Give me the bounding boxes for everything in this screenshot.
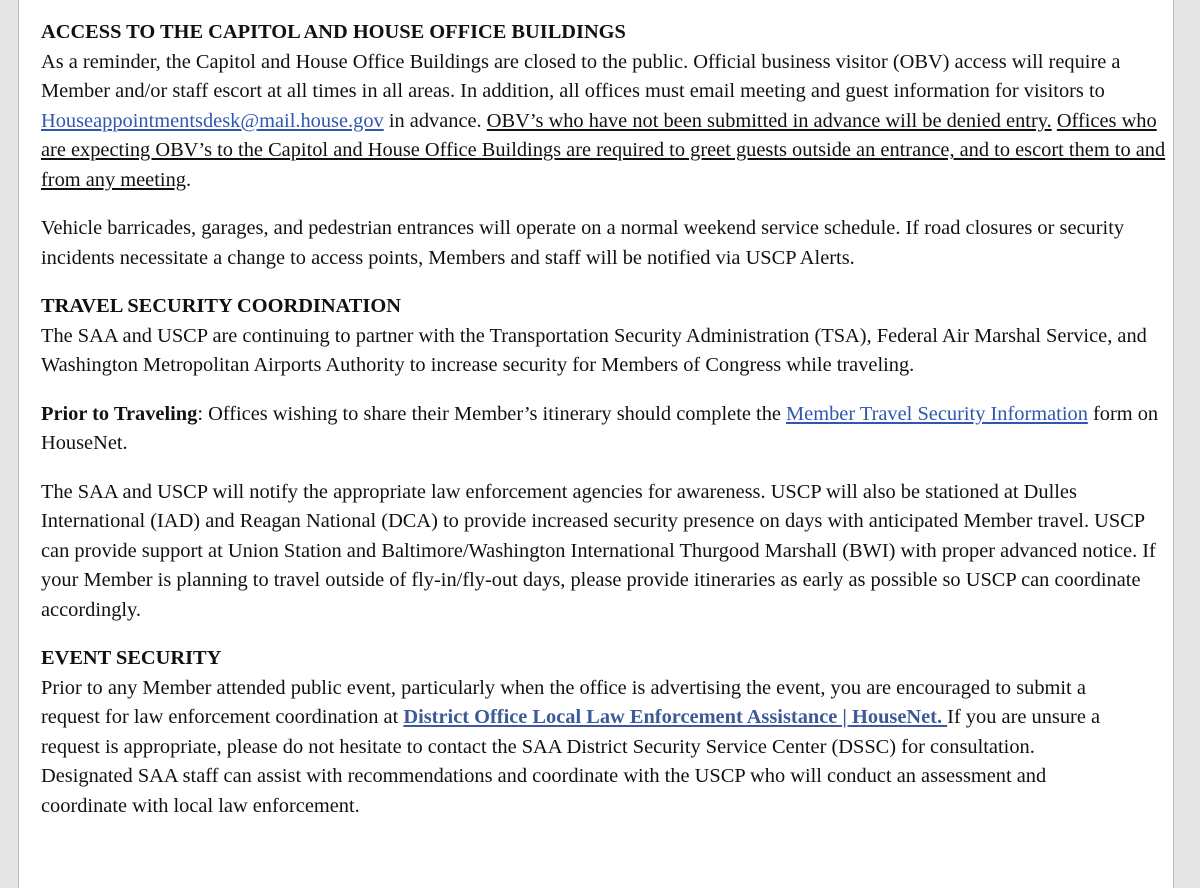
event-p1-text-a: Prior to any Member attended public event, particularly when the office is advertising the event, you are encouraged to submit a request for law enforcement coordination at bbox=[41, 676, 1086, 728]
travel-paragraph-prior bbox=[41, 400, 1166, 459]
event-paragraph-1 bbox=[41, 674, 1166, 822]
right-page-edge bbox=[1173, 0, 1200, 888]
access-paragraph-1 bbox=[41, 48, 1166, 196]
access-section bbox=[41, 18, 1166, 273]
prior-to-traveling-label: Prior to Traveling bbox=[41, 402, 198, 425]
left-page-edge bbox=[0, 0, 19, 888]
travel-paragraph-1: The SAA and USCP are continuing to partner with the Transportation Security Administration (TSA), Federal Air Marshal Service, and Washington Metropolitan Airports Authority to increase security for Members of Congress while traveling. bbox=[41, 324, 1147, 376]
spacer bbox=[41, 625, 1166, 644]
travel-heading: TRAVEL SECURITY COORDINATION bbox=[41, 295, 401, 317]
travel-section bbox=[41, 292, 1166, 625]
travel-paragraph-3: The SAA and USCP will notify the appropriate law enforcement agencies for awareness. USCP will also be stationed at Dulles International (IAD) and Reagan National (DCA) to provide increased security presence on days with anticipated Member travel. USCP can provide support at Union Station and Baltimore/Washington International Thurgood Marshall (BWI) with proper advanced notice. If your Member is planning to travel outside of fly-in/fly-out days, please provide itineraries as early as possible so USCP can coordinate accordingly. bbox=[41, 480, 1156, 621]
event-section bbox=[41, 644, 1166, 821]
access-p1-end: . bbox=[185, 168, 192, 191]
access-heading: ACCESS TO THE CAPITOL AND HOUSE OFFICE BUILDINGS bbox=[41, 21, 626, 43]
spacer bbox=[41, 459, 1166, 478]
access-p1-underlined-a: OBV’s who have not been submitted in advance will be denied entry. bbox=[486, 109, 1052, 132]
prior-text-a: : Offices wishing to share their Member’s itinerary should complete the bbox=[197, 402, 787, 425]
access-p1-text-b: in advance. bbox=[383, 109, 487, 132]
spacer bbox=[41, 195, 1166, 214]
event-p1-text-b: If you are unsure a request is appropriate, please do not hesitate to contact the SAA District Security Service Center (DSSC) for consultation. Designated SAA staff can assist with recommendations and coordinate with the USCP who will conduct an assessment and coordinate with local law enforcement. bbox=[41, 706, 1101, 817]
document-body bbox=[41, 18, 1166, 821]
access-p1-underlined-b: Offices who are expecting OBV’s to the Capitol and House Office Buildings are required to greet guests outside an entrance, and to escort them to and from any meeting bbox=[41, 109, 1166, 191]
district-office-assistance-link[interactable]: District Office Local Law Enforcement Assistance | HouseNet. bbox=[403, 706, 948, 728]
event-heading: EVENT SECURITY bbox=[41, 647, 222, 669]
spacer bbox=[41, 381, 1166, 400]
prior-text-b: form on HouseNet. bbox=[41, 402, 1159, 454]
access-p1-text-a: As a reminder, the Capitol and House Office Buildings are closed to the public. Official business visitor (OBV) access will require a Member and/or staff escort at all times in all areas. In addition, all offices must email meeting and guest information for visitors to bbox=[41, 50, 1121, 102]
appointments-email-link[interactable]: Houseappointmentsdesk@mail.house.gov bbox=[41, 109, 384, 132]
spacer bbox=[41, 273, 1166, 292]
access-paragraph-2: Vehicle barricades, garages, and pedestrian entrances will operate on a normal weekend service schedule. If road closures or security incidents necessitate a change to access points, Members and staff will be notified via USCP Alerts. bbox=[41, 217, 1125, 269]
member-travel-security-link[interactable]: Member Travel Security Information bbox=[786, 402, 1088, 425]
